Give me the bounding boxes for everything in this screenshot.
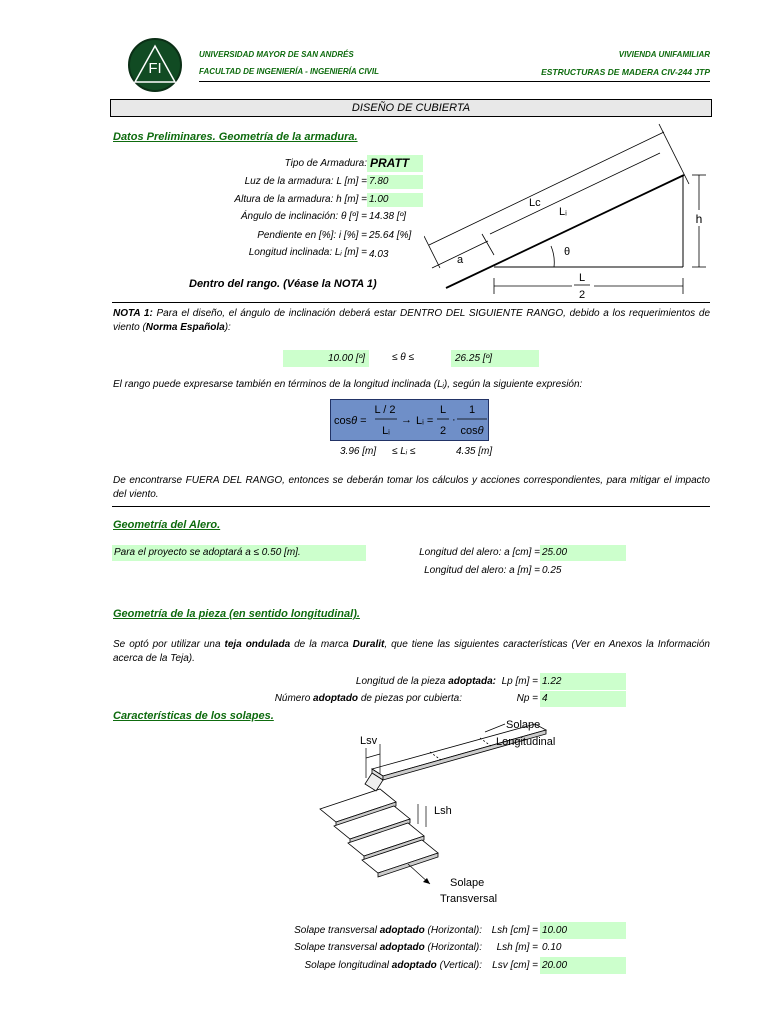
svg-text:cosθ =: cosθ =: [334, 415, 367, 427]
lc-dim-line: [429, 132, 664, 245]
university-name: UNIVERSIDAD MAYOR DE SAN ANDRÉS: [199, 50, 354, 59]
svg-text:Lᵢ =: Lᵢ =: [416, 415, 434, 427]
nota-text: Para el diseño, el ángulo de inclinación deberá estar DENTRO DEL SIGUIENTE RANGO, debido a los requerimientos de viento (: [113, 308, 711, 333]
nota-label: NOTA 1:: [113, 308, 153, 319]
lc-label: Lc: [529, 197, 541, 209]
theta-min: 10.00 [º]: [283, 350, 369, 367]
prelim-heading: Datos Preliminares. Geometría de la armadura.: [113, 131, 358, 143]
course-name: ESTRUCTURAS DE MADERA CIV-244 JTP: [541, 67, 710, 77]
l-num-label: L: [578, 272, 586, 284]
li-label: Lᵢ: [559, 206, 567, 218]
prelim-label-3: Ángulo de inclinación: θ [º] =: [240, 211, 367, 222]
overlap-diagram: [310, 714, 580, 914]
solape-symbol-2: Lsv [cm] =: [492, 960, 538, 971]
logo-triangle-icon: [130, 40, 180, 90]
divider-2: [112, 506, 710, 507]
trans-label-1: Solape: [450, 877, 485, 889]
lp-label: Longitud de la pieza adoptada:: [355, 676, 496, 687]
solape-symbol-0: Lsh [cm] =: [491, 925, 538, 936]
long-label-2: Longitudinal: [496, 736, 556, 748]
svg-text:cosθ: cosθ: [460, 425, 484, 437]
np-value: 4: [540, 691, 626, 707]
prelim-label-1: Luz de la armadura: L [m] =: [244, 176, 367, 187]
lsv-label: Lsv: [360, 735, 378, 747]
logo-text: FI: [148, 60, 162, 77]
lp-value: 1.22: [540, 673, 626, 690]
nota-norma: Norma Española: [145, 322, 225, 333]
alero-label-m: Longitud del alero: a [m] =: [424, 565, 540, 576]
solape-symbol-1: Lsh [m] =: [496, 942, 538, 953]
prelim-label-4: Pendiente en [%]: i [%] =: [257, 230, 367, 241]
li-max: 4.35 [m]: [456, 446, 493, 457]
svg-text:2: 2: [439, 425, 447, 437]
prelim-value-4: 25.64 [%]: [369, 230, 412, 241]
solape-label-2: Solape longitudinal adoptado (Vertical):: [304, 960, 482, 971]
theta-relation: ≤ θ ≤: [392, 352, 414, 363]
h-label: h: [695, 212, 703, 226]
solape-value-1: 0.10: [542, 942, 562, 953]
range-status: Dentro del rango. (Véase la NOTA 1): [189, 278, 377, 290]
prelim-value-5: 4.03: [369, 249, 389, 260]
formula-graphic: [331, 400, 488, 440]
svg-text:·: ·: [452, 414, 456, 426]
project-name: VIVIENDA UNIFAMILIAR: [618, 50, 710, 59]
svg-text:→: →: [401, 414, 412, 426]
pieza-heading: Geometría de la pieza (en sentido longitudinal).: [113, 608, 360, 620]
alero-note: Para el proyecto se adoptará a ≤ 0.50 [m].: [112, 545, 366, 561]
solape-value-0: 10.00: [540, 922, 626, 939]
prelim-value-3: 14.38 [º]: [369, 211, 407, 222]
trans-label-2: Transversal: [440, 893, 498, 905]
rafter-line: [446, 175, 684, 288]
a-label: a: [457, 254, 464, 266]
prelim-label-0: Tipo de Armadura:: [284, 158, 367, 169]
solape-value-2: 20.00: [540, 957, 626, 974]
faculty-name: FACULTAD DE INGENIERÍA - INGENIERÍA CIVIL: [199, 67, 380, 76]
theta-max: 26.25 [º]: [451, 350, 539, 367]
np-label: Número adoptado de piezas por cubierta:: [274, 693, 462, 704]
solape-label-0: Solape transversal adoptado (Horizontal):: [294, 925, 482, 936]
logo: [128, 38, 182, 92]
pieza-paragraph: Se optó por utilizar una teja ondulada de la marca Duralit, que tiene las siguientes características (Ver en Anexos la Información acerca de la Teja).: [113, 639, 710, 664]
svg-text:1: 1: [468, 404, 476, 416]
alero-value-cm: 25.00: [540, 545, 626, 561]
solapes-heading: Características de los solapes.: [113, 710, 274, 722]
svg-text:L: L: [439, 404, 447, 416]
truss-diagram: [424, 120, 714, 300]
header-divider: [199, 81, 710, 82]
li-relation: ≤ Lᵢ ≤: [392, 446, 416, 457]
solape-label-1: Solape transversal adoptado (Horizontal):: [294, 942, 482, 953]
prelim-value-0: PRATT: [367, 155, 423, 172]
np-symbol: Np =: [516, 693, 538, 704]
nota-paragraph: [113, 307, 710, 335]
teja-bold: teja ondulada: [224, 639, 291, 650]
alero-value-m: 0.25: [542, 565, 562, 576]
lp-symbol: Lp [m] =: [501, 676, 538, 687]
svg-text:Lᵢ: Lᵢ: [382, 425, 390, 437]
nota-text-end: ):: [224, 322, 231, 333]
li-dim-line: [490, 153, 660, 234]
theta-label: θ: [564, 246, 571, 258]
prelim-value-1: 7.80: [367, 175, 423, 189]
prelim-value-2: 1.00: [367, 193, 423, 207]
angle-arc: [551, 246, 554, 267]
expr-text: El rango puede expresarse también en términos de la longitud inclinada (Lᵢ), según la siguiente expresión:: [113, 379, 583, 390]
brand-bold: Duralit: [352, 639, 385, 650]
sheet-top: [372, 724, 546, 776]
formula-box: [330, 399, 489, 441]
svg-text:L / 2: L / 2: [374, 404, 396, 416]
prelim-label-2: Altura de la armadura: h [m] =: [234, 194, 367, 205]
outside-range-text: De encontrarse FUERA DEL RANGO, entonces se deberán tomar los cálculos y acciones correspondientes, para mitigar el impacto del viento.: [113, 475, 710, 500]
page-title: DISEÑO DE CUBIERTA: [110, 99, 712, 117]
prelim-label-5: Longitud inclinada: Lᵢ [m] =: [248, 247, 367, 258]
l-den-label: 2: [578, 289, 586, 300]
li-min: 3.96 [m]: [340, 446, 377, 457]
alero-label-cm: Longitud del alero: a [cm] =: [419, 547, 540, 558]
long-label-1: Solape: [506, 719, 541, 731]
alero-heading: Geometría del Alero.: [113, 519, 221, 531]
divider-1: [112, 302, 710, 303]
lsh-label: Lsh: [434, 805, 452, 817]
